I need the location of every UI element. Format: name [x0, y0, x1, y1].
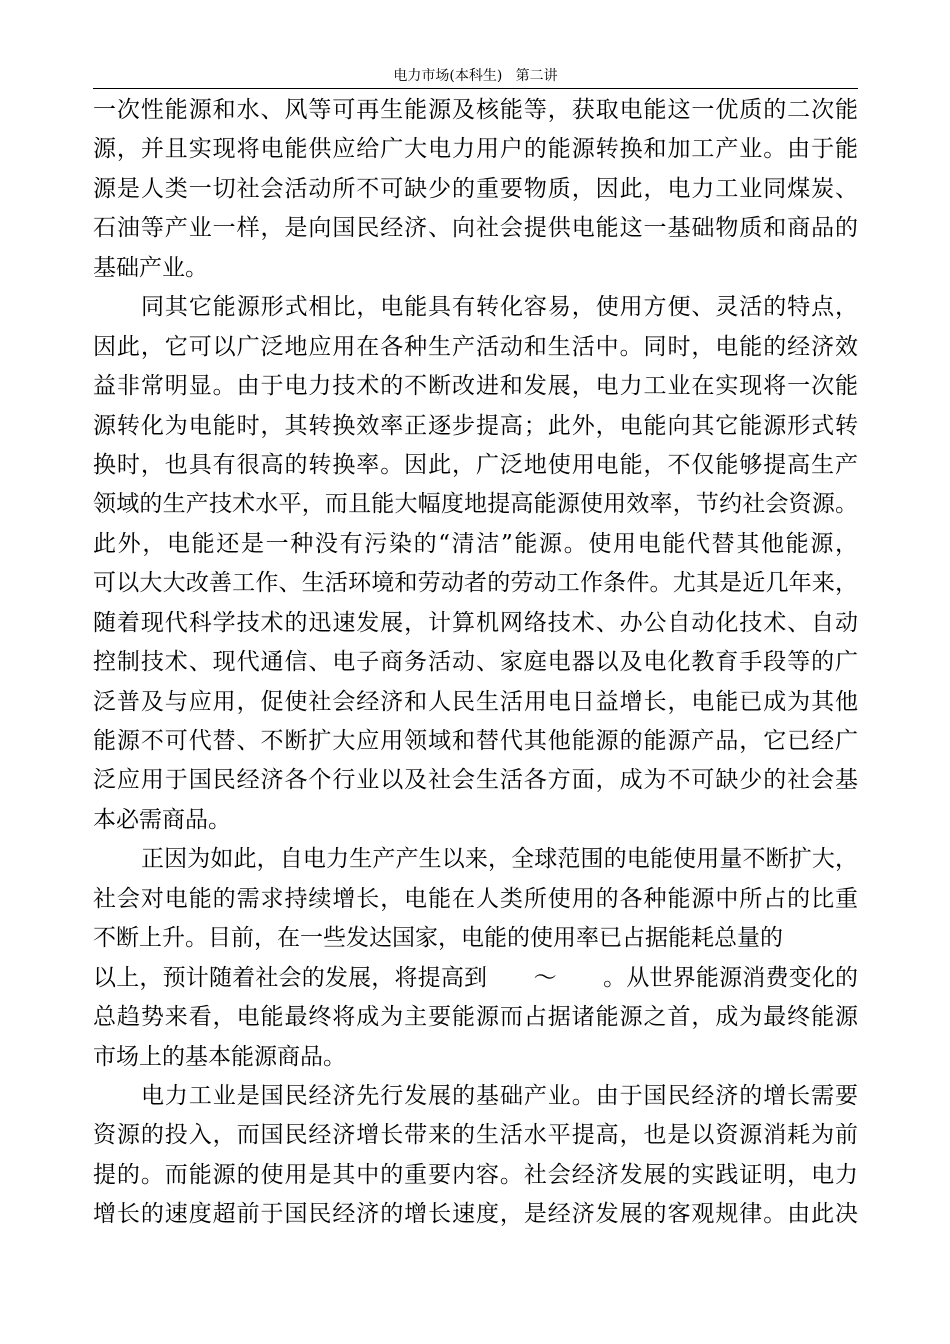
text-line: 泛应用于国民经济各个行业以及社会生活各方面，成为不可缺少的社会基: [93, 767, 858, 794]
text-line: 源，并且实现将电能供应给广大电力用户的能源转换和加工产业。由于能: [93, 136, 858, 163]
text-line: 源是人类一切社会活动所不可缺少的重要物质，因此，电力工业同煤炭、: [93, 175, 858, 202]
text-line: 因此，它可以广泛地应用在各种生产活动和生活中。同时，电能的经济效: [93, 333, 858, 360]
paragraph-2: [93, 288, 858, 840]
text-line: 随着现代科学技术的迅速发展，计算机网络技术、办公自动化技术、自动: [93, 609, 858, 636]
text-line: 提的。而能源的使用是其中的重要内容。社会经济发展的实践证明，电力: [93, 1161, 858, 1188]
text-line: 石油等产业一样，是向国民经济、向社会提供电能这一基础物质和商品的: [93, 215, 858, 242]
text-line: 资源的投入，而国民经济增长带来的生活水平提高，也是以资源消耗为前: [93, 1122, 858, 1149]
text-line: 本必需商品。: [93, 806, 231, 833]
paragraph-4: [93, 1077, 858, 1235]
text-line: 市场上的基本能源商品。: [93, 1043, 346, 1070]
text-line: 社会对电能的需求持续增长，电能在人类所使用的各种能源中所占的比重: [93, 885, 858, 912]
header-rule: [93, 88, 858, 89]
document-body: [93, 91, 858, 1235]
text-line: 正因为如此，自电力生产产生以来，全球范围的电能使用量不断扩大，: [141, 846, 858, 873]
running-header: 电力市场(本科生) 第二讲: [393, 68, 558, 84]
text-line: 基础产业。: [93, 254, 208, 281]
paragraph-1: [93, 91, 858, 288]
text-line: 换时，也具有很高的转换率。因此，广泛地使用电能，不仅能够提高生产: [93, 451, 858, 478]
text-line: 以上，预计随着社会的发展，将提高到 ～ 。从世界能源消费变化的: [93, 964, 858, 991]
text-line: 不断上升。目前，在一些发达国家，电能的使用率已占据能耗总量的: [93, 925, 783, 952]
text-line: 电力工业是国民经济先行发展的基础产业。由于国民经济的增长需要: [141, 1082, 858, 1109]
text-line: 领域的生产技术水平，而且能大幅度地提高能源使用效率，节约社会资源。: [93, 491, 858, 518]
paragraph-3: [93, 840, 858, 1077]
text-line: 此外，电能还是一种没有污染的“清洁”能源。使用电能代替其他能源，: [93, 530, 858, 557]
text-line: 控制技术、现代通信、电子商务活动、家庭电器以及电化教育手段等的广: [93, 649, 858, 676]
text-line: 增长的速度超前于国民经济的增长速度，是经济发展的客观规律。由此决: [93, 1201, 858, 1228]
text-line: 源转化为电能时，其转换效率正逐步提高；此外，电能向其它能源形式转: [93, 412, 858, 439]
text-line: 一次性能源和水、风等可再生能源及核能等，获取电能这一优质的二次能: [93, 97, 858, 123]
text-line: 益非常明显。由于电力技术的不断改进和发展，电力工业在实现将一次能: [93, 373, 858, 400]
text-line: 总趋势来看，电能最终将成为主要能源而占据诸能源之首，成为最终能源: [93, 1004, 858, 1031]
text-line: 能源不可代替、不断扩大应用领域和替代其他能源的能源产品，它已经广: [93, 728, 858, 754]
text-line: 泛普及与应用，促使社会经济和人民生活用电日益增长，电能已成为其他: [93, 688, 858, 715]
text-line: 同其它能源形式相比，电能具有转化容易，使用方便、灵活的特点，: [141, 294, 858, 321]
text-line: 可以大大改善工作、生活环境和劳动者的劳动工作条件。尤其是近几年来，: [93, 570, 858, 597]
